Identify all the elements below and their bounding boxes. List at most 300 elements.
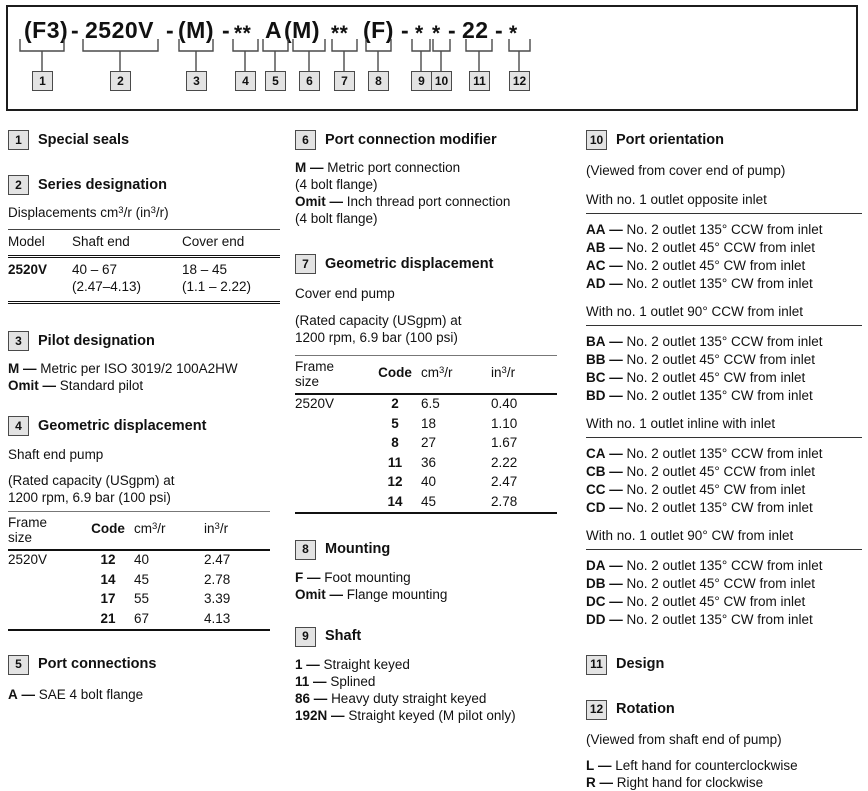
- code-cell: 5: [391, 415, 399, 431]
- code-term: A: [8, 686, 18, 702]
- dash: —: [609, 333, 623, 349]
- group-heading: With no. 1 outlet inline with inlet: [586, 416, 862, 438]
- section-number-badge: 11: [586, 655, 607, 675]
- dash: —: [598, 758, 612, 773]
- definition-item: [586, 257, 862, 275]
- pointer-box-9: 9: [411, 71, 432, 91]
- superscript: 3: [439, 365, 445, 377]
- pump-end-label: Cover end pump: [295, 286, 395, 301]
- definition-item: [586, 239, 862, 257]
- definition-list: [295, 656, 577, 724]
- frame-cell: [8, 590, 82, 610]
- note-line: 1200 rpm, 6.9 bar (100 psi): [295, 329, 458, 345]
- dash: —: [609, 499, 623, 515]
- model-code-box: [6, 5, 858, 111]
- definition-text: No. 2 outlet 45° CCW from inlet: [626, 575, 815, 591]
- code-cell: 14: [387, 493, 403, 509]
- code-cell: 2: [391, 396, 399, 411]
- code-term: 1: [295, 656, 303, 672]
- table-row: [8, 590, 270, 610]
- dash: —: [609, 387, 623, 403]
- note-line: (Rated capacity (USgpm) at: [8, 472, 175, 488]
- definition-item: [586, 351, 862, 369]
- definition-text: No. 2 outlet 45° CCW from inlet: [626, 351, 815, 367]
- code-term: R: [586, 775, 596, 790]
- in3r-header: [491, 355, 557, 394]
- code-term: CD: [586, 499, 606, 515]
- definition-text: Metric per ISO 3019/2 100A2HW: [40, 361, 238, 376]
- code-term: Omit: [295, 586, 326, 602]
- definition-item: [586, 221, 862, 239]
- in3r-cell: 2.22: [491, 454, 518, 470]
- section-7-heading: [295, 254, 577, 274]
- dash: —: [609, 593, 623, 609]
- pointer-box-6: 6: [299, 71, 320, 91]
- code-term: M: [295, 160, 307, 175]
- definition-text: Heavy duty straight keyed: [331, 690, 487, 706]
- column-3: [586, 128, 862, 791]
- code-segment: *: [415, 22, 424, 45]
- frame-cell: [295, 473, 369, 493]
- code-segment: *: [432, 22, 441, 45]
- code-segment: 2520V: [85, 17, 155, 43]
- table-row: [295, 473, 557, 493]
- code-cell: 8: [391, 435, 399, 450]
- cm3r-header: [134, 511, 204, 550]
- dash: —: [609, 257, 623, 273]
- frame-cell: [295, 492, 369, 513]
- code-term: BA: [586, 333, 606, 349]
- section-number-badge: 2: [8, 175, 29, 195]
- definition-text: No. 2 outlet 135° CW from inlet: [626, 387, 813, 403]
- in3r-cell: 3.39: [204, 591, 231, 606]
- section-3-heading: [8, 331, 286, 351]
- definition-item: [586, 387, 862, 405]
- definition-item: [586, 757, 862, 774]
- column-1: [8, 128, 286, 703]
- definition-text: No. 2 outlet 135° CCW from inlet: [626, 557, 823, 573]
- section-2-heading: [8, 175, 286, 195]
- code-term: DD: [586, 611, 606, 627]
- section-4-heading: [8, 416, 286, 436]
- series-displacement-table: [8, 229, 280, 305]
- section-10-heading: [586, 130, 862, 150]
- section-11-heading: [586, 655, 862, 675]
- code-segment: 22: [462, 17, 489, 43]
- frame-size-header: [295, 355, 369, 394]
- definition-text: Left hand for counterclockwise: [615, 758, 798, 773]
- definition-item: [295, 569, 577, 586]
- definition-text: Straight keyed: [323, 656, 410, 672]
- viewed-from-note: (Viewed from shaft end of pump): [586, 731, 782, 747]
- superscript: 3: [501, 365, 507, 377]
- table-row: [8, 550, 270, 571]
- dash: —: [609, 445, 623, 461]
- frame-cell: [295, 453, 369, 473]
- definition-item: [586, 369, 862, 387]
- rated-capacity-note: [295, 312, 577, 346]
- frame-size-header: [8, 511, 82, 550]
- code-term: M: [8, 361, 20, 376]
- dash: —: [609, 575, 623, 591]
- table-header-row: [8, 511, 270, 550]
- definition-item: [586, 557, 862, 575]
- definition-text: Metric port connection: [327, 160, 461, 175]
- cm3r-cell: 67: [134, 610, 150, 626]
- code-segment: (F3): [24, 17, 69, 43]
- table-header-row: [295, 355, 557, 394]
- table-row: [8, 609, 270, 630]
- dash: —: [609, 369, 623, 385]
- definition-item: [295, 656, 577, 673]
- dash: —: [313, 690, 328, 706]
- code-segment: (F): [363, 17, 394, 43]
- code-term: DA: [586, 557, 606, 573]
- code-term: 11: [295, 673, 310, 689]
- cm3r-cell: 36: [421, 454, 437, 470]
- section-title: Series designation: [38, 176, 167, 193]
- definition-item: [8, 686, 286, 703]
- code-bracket-lines: [8, 7, 856, 107]
- table-row: [295, 394, 557, 415]
- section-12-heading: [586, 700, 862, 720]
- superscript: 3: [118, 205, 124, 216]
- section-title: Shaft: [325, 628, 362, 645]
- superscript: 3: [152, 521, 158, 533]
- section-1-heading: [8, 130, 286, 150]
- definition-list: [8, 360, 286, 394]
- section-title: Mounting: [325, 541, 391, 558]
- code-term: BC: [586, 369, 606, 385]
- section-number-badge: 10: [586, 130, 607, 150]
- section-number-badge: 6: [295, 130, 316, 150]
- unit-text: /r: [157, 521, 166, 537]
- in3r-cell: 2.78: [204, 571, 231, 587]
- table-row: [8, 257, 280, 303]
- code-term: Omit: [8, 378, 39, 393]
- pointer-box-7: 7: [334, 71, 355, 91]
- dash: —: [609, 221, 623, 237]
- cm3r-cell: 6.5: [421, 396, 440, 411]
- definition-list: [295, 569, 577, 603]
- table-row: [295, 492, 557, 513]
- definition-text: No. 2 outlet 45° CW from inlet: [626, 593, 806, 609]
- dash: —: [609, 351, 623, 367]
- code-cell: 21: [100, 610, 116, 626]
- code-term: DB: [586, 575, 606, 591]
- code-term: BB: [586, 351, 606, 367]
- code-term: Omit: [295, 194, 326, 209]
- dash: —: [310, 160, 324, 175]
- dash: —: [609, 275, 623, 291]
- in3r-cell: 0.40: [491, 396, 518, 411]
- in3r-cell: 4.13: [204, 610, 231, 626]
- orientation-group-b: [586, 304, 862, 405]
- in3r-header: [204, 511, 270, 550]
- section-8-heading: [295, 540, 577, 560]
- column-header: Model: [8, 229, 72, 257]
- in3r-cell: 2.47: [204, 552, 231, 567]
- code-separator: -: [448, 17, 457, 43]
- superscript: 3: [214, 521, 220, 533]
- code-term: AC: [586, 257, 606, 273]
- cm3r-header: [421, 355, 491, 394]
- code-separator: -: [401, 17, 410, 43]
- column-header: Cover end: [182, 229, 280, 257]
- code-cell: 14: [100, 571, 116, 587]
- cm3r-cell: 45: [421, 493, 437, 509]
- definition-text: Right hand for clockwise: [616, 775, 764, 790]
- frame-cell: [295, 434, 369, 454]
- section-title: Special seals: [38, 131, 130, 148]
- section-number-badge: 1: [8, 130, 29, 150]
- dash: —: [42, 378, 57, 393]
- note-line: 1200 rpm, 6.9 bar (100 psi): [8, 489, 171, 505]
- in3r-cell: 2.47: [491, 474, 518, 489]
- section-number-badge: 3: [8, 331, 29, 351]
- code-separator: -: [495, 17, 504, 43]
- section-title: Port connections: [38, 656, 157, 673]
- header-line: size: [8, 529, 33, 545]
- dash: —: [329, 194, 344, 209]
- definition-text: Splined: [330, 673, 376, 689]
- displacements-label: [8, 205, 286, 222]
- section-title: Design: [616, 656, 665, 673]
- definition-text: No. 2 outlet 135° CCW from inlet: [626, 221, 823, 237]
- definition-text: Flange mounting: [346, 586, 448, 602]
- dash: —: [609, 557, 623, 573]
- label-text: /r): [155, 205, 169, 220]
- pointer-box-11: 11: [469, 71, 490, 91]
- pointer-box-5: 5: [265, 71, 286, 91]
- code-term: CB: [586, 463, 606, 479]
- definition-text: No. 2 outlet 135° CCW from inlet: [626, 445, 823, 461]
- definition-text: Inch thread port connection: [346, 194, 511, 209]
- superscript: 3: [150, 205, 156, 216]
- code-separator: -: [222, 17, 231, 43]
- header-line: Frame: [295, 358, 335, 374]
- cover-end-cell: [182, 257, 280, 303]
- code-segment: *: [509, 22, 518, 45]
- range: 40 – 67: [72, 262, 118, 277]
- range-inches: (2.47–4.13): [72, 278, 142, 294]
- section-title: Geometric displacement: [325, 255, 494, 272]
- section-title: Port connection modifier: [325, 131, 497, 148]
- dash: —: [609, 481, 623, 497]
- table-row: [295, 453, 557, 473]
- pointer-box-4: 4: [235, 71, 256, 91]
- unit-text: /r: [219, 521, 229, 537]
- dash: —: [609, 239, 623, 255]
- dash: —: [331, 707, 345, 723]
- definition-text: No. 2 outlet 135° CCW from inlet: [626, 333, 823, 349]
- column-2: [295, 128, 577, 724]
- note-line: (Rated capacity (USgpm) at: [295, 312, 462, 328]
- code-segment: (M): [284, 17, 320, 43]
- code-cell: 11: [387, 454, 403, 470]
- unit-text: /r: [444, 365, 453, 381]
- definition-text: SAE 4 bolt flange: [38, 686, 144, 702]
- code-term: AA: [586, 221, 606, 237]
- table-header-row: [8, 229, 280, 257]
- shaft-end-displacement-table: [8, 511, 270, 631]
- definition-item: [295, 707, 577, 724]
- in3r-cell: 2.78: [491, 493, 518, 509]
- shaft-end-cell: [72, 257, 182, 303]
- definition-text: No. 2 outlet 45° CW from inlet: [626, 481, 806, 497]
- definition-item: [586, 333, 862, 351]
- section-number-badge: 8: [295, 540, 316, 560]
- in3r-cell: 1.10: [491, 415, 518, 431]
- cm3r-cell: 40: [134, 552, 150, 567]
- table-row: [295, 434, 557, 454]
- definition-item: [295, 673, 577, 690]
- pointer-box-10: 10: [431, 71, 452, 91]
- orientation-group-c: [586, 416, 862, 517]
- code-segment: A: [265, 17, 283, 43]
- definition-item: [586, 463, 862, 481]
- section-title: Pilot designation: [38, 332, 155, 349]
- code-term: AD: [586, 275, 606, 291]
- code-header: Code: [82, 511, 134, 550]
- section-number-badge: 12: [586, 700, 607, 720]
- cm3r-cell: 45: [134, 571, 150, 587]
- code-separator: -: [71, 17, 80, 43]
- code-cell: 12: [387, 474, 403, 489]
- header-line: Frame: [8, 514, 48, 530]
- dash: —: [21, 686, 36, 702]
- label-text: Displacements cm: [8, 205, 119, 220]
- unit-text: cm: [134, 521, 152, 537]
- dash: —: [23, 361, 37, 376]
- section-5-heading: [8, 655, 286, 675]
- rated-capacity-note: [8, 472, 286, 506]
- definition-text: No. 2 outlet 135° CW from inlet: [626, 275, 813, 291]
- frame-cell: [8, 609, 82, 630]
- code-segment: (M): [178, 17, 214, 43]
- section-number-badge: 4: [8, 416, 29, 436]
- definition-item: [295, 193, 577, 210]
- pointer-box-12: 12: [509, 71, 530, 91]
- code-term: BD: [586, 387, 606, 403]
- definition-item: [8, 360, 286, 377]
- label-text: /r (in: [123, 205, 151, 220]
- column-header: Shaft end: [72, 229, 182, 257]
- section-title: Geometric displacement: [38, 417, 207, 434]
- dash: —: [306, 656, 320, 672]
- cm3r-cell: 27: [421, 435, 437, 450]
- section-9-heading: [295, 627, 577, 647]
- cm3r-cell: 40: [421, 474, 437, 489]
- cm3r-cell: 55: [134, 591, 150, 606]
- frame-cell: [8, 570, 82, 590]
- unit-text: cm: [421, 365, 439, 381]
- dash: —: [599, 775, 614, 790]
- viewed-from-note: (Viewed from cover end of pump): [586, 163, 786, 178]
- code-header: Code: [369, 355, 421, 394]
- definition-list: [295, 159, 577, 227]
- definition-text: Straight keyed (M pilot only): [348, 707, 516, 723]
- range: 18 – 45: [182, 262, 228, 277]
- section-number-badge: 9: [295, 627, 316, 647]
- code-term: 86: [295, 690, 311, 706]
- code-segment: **: [234, 22, 252, 45]
- group-heading: With no. 1 outlet 90° CCW from inlet: [586, 304, 862, 326]
- definition-item: [295, 159, 577, 176]
- definition-item: [586, 445, 862, 463]
- code-term: DC: [586, 593, 606, 609]
- group-heading: With no. 1 outlet 90° CW from inlet: [586, 528, 862, 550]
- code-term: CA: [586, 445, 606, 461]
- definition-item: [8, 377, 286, 394]
- header-line: size: [295, 373, 320, 389]
- definition-item: [295, 586, 577, 603]
- code-term: 192N: [295, 707, 328, 723]
- unit-text: in: [491, 365, 502, 381]
- code-segment: **: [331, 22, 349, 45]
- table-row: [8, 570, 270, 590]
- definition-text: No. 2 outlet 45° CCW from inlet: [626, 239, 815, 255]
- frame-cell: [295, 414, 369, 434]
- code-term: F: [295, 569, 304, 585]
- pointer-box-8: 8: [368, 71, 389, 91]
- definition-item: [586, 575, 862, 593]
- definition-item: [586, 275, 862, 293]
- code-term: AB: [586, 239, 606, 255]
- pointer-box-3: 3: [186, 71, 207, 91]
- section-number-badge: 5: [8, 655, 29, 675]
- group-heading: With no. 1 outlet opposite inlet: [586, 192, 862, 214]
- pointer-box-2: 2: [110, 71, 131, 91]
- definition-text: No. 2 outlet 45° CCW from inlet: [626, 463, 815, 479]
- dash: —: [307, 569, 321, 585]
- unit-text: /r: [506, 365, 516, 381]
- frame-cell: 2520V: [8, 552, 48, 567]
- range-inches: (1.1 – 2.22): [182, 278, 252, 294]
- table-row: [295, 414, 557, 434]
- section-number-badge: 7: [295, 254, 316, 274]
- definition-item: [586, 593, 862, 611]
- orientation-group-d: [586, 528, 862, 629]
- cover-end-displacement-table: [295, 355, 557, 514]
- definition-item: [586, 499, 862, 517]
- definition-text: No. 2 outlet 45° CW from inlet: [626, 257, 806, 273]
- section-title: Rotation: [616, 701, 675, 718]
- definition-item: [586, 611, 862, 629]
- in3r-cell: 1.67: [491, 435, 518, 450]
- definition-text: No. 2 outlet 135° CW from inlet: [626, 499, 813, 515]
- definition-text: No. 2 outlet 135° CW from inlet: [626, 611, 813, 627]
- dash: —: [609, 611, 623, 627]
- section-title: Port orientation: [616, 131, 724, 148]
- code-term: L: [586, 758, 595, 773]
- pointer-box-1: 1: [32, 71, 53, 91]
- dash: —: [609, 463, 623, 479]
- definition-text: Foot mounting: [324, 569, 411, 585]
- definition-item: [586, 481, 862, 499]
- unit-text: in: [204, 521, 215, 537]
- code-cell: 12: [100, 552, 116, 567]
- definition-note: (4 bolt flange): [295, 177, 378, 192]
- section-6-heading: [295, 130, 577, 150]
- code-separator: -: [166, 17, 175, 43]
- dash: —: [329, 586, 344, 602]
- definition-item: [295, 690, 577, 707]
- definition-item: [586, 774, 862, 791]
- code-term: CC: [586, 481, 606, 497]
- orientation-group-a: [586, 192, 862, 293]
- definition-list: [586, 757, 862, 791]
